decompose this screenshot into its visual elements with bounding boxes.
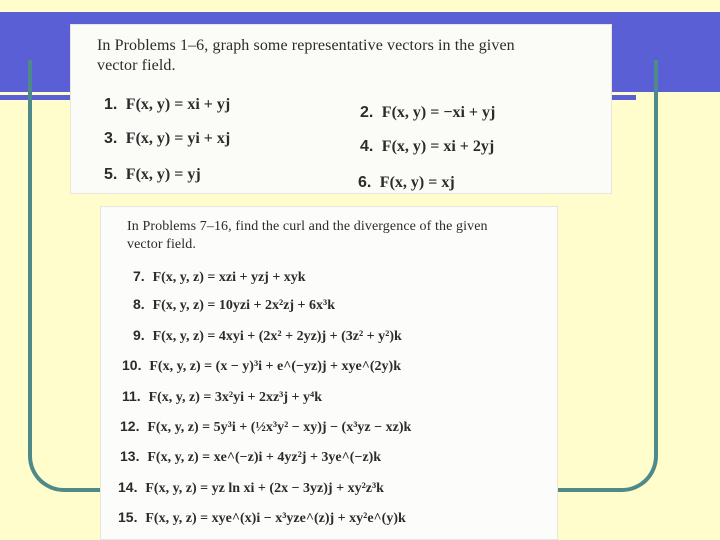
problem-number: 6. — [358, 174, 372, 191]
instructions-line-1: In Problems 7–16, find the curl and the divergence of the given — [127, 219, 488, 234]
problem-14 — [118, 479, 384, 497]
problem-1 — [104, 96, 230, 114]
problems-1-6-scan — [70, 24, 612, 194]
problem-expression: F(x, y) = xi + yj — [125, 96, 231, 113]
problem-expression: F(x, y, z) = 3x²yi + 2xz³j + y⁴k — [148, 390, 322, 405]
problem-3 — [104, 130, 230, 148]
instructions-line-1: In Problems 1–6, graph some representative vectors in the given — [97, 37, 515, 54]
problem-12 — [120, 418, 411, 436]
problem-expression: F(x, y) = −xi + yj — [381, 104, 496, 121]
problem-9 — [133, 327, 402, 345]
problem-5 — [104, 166, 201, 184]
problem-expression: F(x, y) = yj — [125, 166, 201, 183]
problem-expression: F(x, y, z) = yz ln xi + (2x − 3yz)j + xy²z³k — [145, 481, 384, 496]
problem-number: 15. — [118, 509, 138, 525]
problem-15 — [118, 509, 406, 527]
instructions-line-2: vector field. — [97, 57, 176, 74]
problem-expression: F(x, y, z) = 10yzi + 2x²zj + 6x³k — [152, 298, 335, 313]
problem-expression: F(x, y, z) = 5y³i + (½x³y² − xy)j − (x³yz − xz)k — [147, 420, 412, 435]
problem-2 — [360, 104, 495, 122]
problem-expression: F(x, y) = xi + 2yj — [381, 138, 495, 155]
problems-7-16-scan — [100, 206, 558, 540]
problem-13 — [120, 448, 381, 466]
problem-expression: F(x, y) = yi + xj — [125, 130, 231, 147]
problem-7 — [133, 268, 306, 286]
problem-number: 11. — [122, 388, 141, 404]
problem-number: 1. — [104, 96, 118, 113]
problem-number: 13. — [120, 448, 140, 464]
problem-number: 7. — [133, 268, 145, 284]
problem-number: 2. — [360, 104, 374, 121]
problem-expression: F(x, y, z) = xe^(−z)i + 4yz²j + 3ye^(−z)k — [147, 450, 382, 465]
problem-number: 4. — [360, 138, 374, 155]
problem-number: 14. — [118, 479, 138, 495]
problem-expression: F(x, y, z) = xye^(x)i − x³yze^(z)j + xy²e^(y)k — [145, 511, 406, 526]
problems-1-6-instructions — [97, 36, 597, 76]
problem-number: 12. — [120, 418, 140, 434]
problem-number: 10. — [122, 357, 142, 373]
problem-8 — [133, 296, 335, 314]
problem-expression: F(x, y, z) = 4xyi + (2x² + 2yz)j + (3z² + y²)k — [152, 329, 402, 344]
problem-expression: F(x, y, z) = (x − y)³i + e^(−yz)j + xye^(2y)k — [149, 359, 401, 374]
problem-10 — [122, 357, 401, 375]
problem-expression: F(x, y, z) = xzi + yzj + xyk — [152, 270, 306, 285]
problems-7-16-instructions — [127, 218, 547, 254]
problem-number: 8. — [133, 296, 145, 312]
problem-6 — [358, 174, 455, 192]
problem-number: 9. — [133, 327, 145, 343]
problem-expression: F(x, y) = xj — [379, 174, 455, 191]
instructions-line-2: vector field. — [127, 237, 196, 252]
problem-number: 3. — [104, 130, 118, 147]
problem-number: 5. — [104, 166, 118, 183]
problem-4 — [360, 138, 494, 156]
problem-11 — [122, 388, 322, 406]
